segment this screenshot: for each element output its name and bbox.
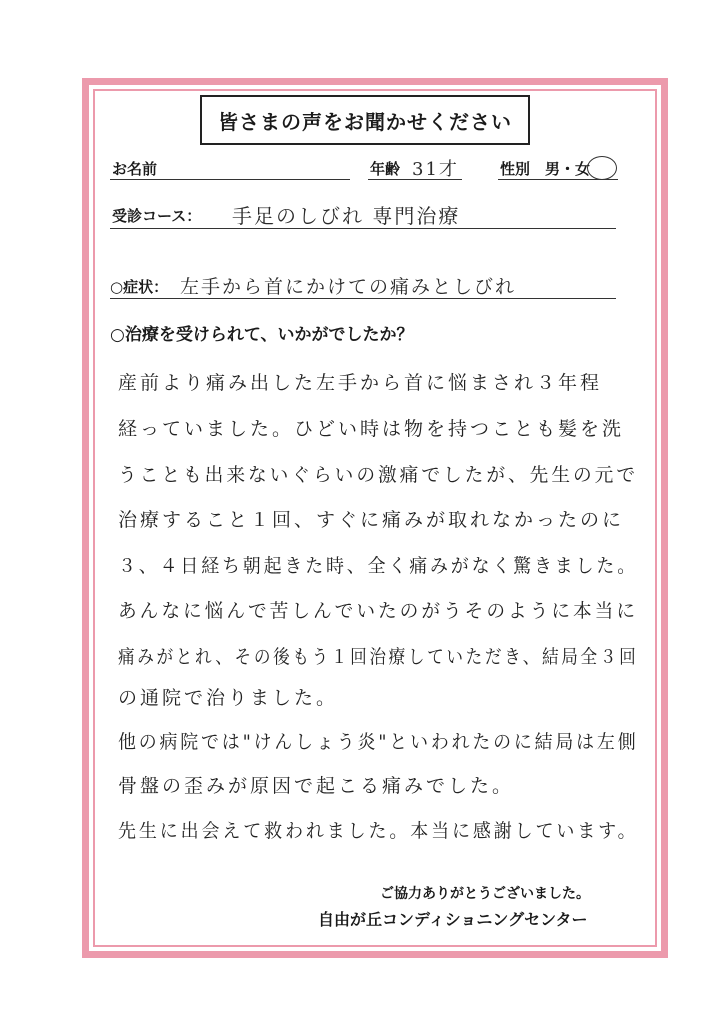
sex-options: 男・女: [545, 160, 591, 178]
answer-line: の通院で治りました。: [118, 687, 339, 709]
name-label: お名前: [112, 160, 158, 178]
symptom-value: 左手から首にかけての痛みとしびれ: [180, 276, 517, 298]
answer-line: 骨盤の歪みが原因で起こる痛みでした。: [118, 775, 515, 797]
answer-line: うことも出来ないぐらいの激痛でしたが、先生の元で: [118, 464, 639, 486]
sex-selected-circle: [587, 156, 617, 180]
name-underline: [110, 179, 350, 180]
sex-underline: [498, 179, 618, 180]
answer-line: 他の病院では"けんしょう炎"といわれたのに結局は左側: [118, 731, 639, 753]
age-value: 31才: [412, 159, 459, 180]
answer-line: 産前より痛み出した左手から首に悩まされ３年程: [118, 372, 603, 394]
symptom-underline: [110, 298, 616, 299]
age-underline: [368, 179, 462, 180]
footer-thanks: ご協力ありがとうございました。: [380, 886, 590, 902]
form-title: 皆さまの声をお聞かせください: [200, 95, 530, 145]
age-label: 年齢: [370, 160, 401, 178]
sex-label: 性別: [500, 160, 531, 178]
question-label: ○治療を受けられて、いかがでしたか？: [110, 325, 414, 345]
course-label: 受診コース：: [112, 207, 202, 225]
footer-center-name: 自由が丘コンディショニングセンター: [318, 910, 588, 929]
course-value: 手足のしびれ 専門治療: [232, 204, 461, 228]
answer-line: 先生に出会えて救われました。本当に感謝しています。: [118, 820, 639, 842]
answer-line: 経っていました。ひどい時は物を持つことも髪を洗: [118, 418, 625, 440]
answer-line: 治療すること１回、すぐに痛みが取れなかったのに: [118, 509, 625, 531]
answer-line: ３、４日経ち朝起きた時、全く痛みがなく驚きました。: [118, 555, 639, 577]
answer-line: あんなに悩んで苦しんでいたのがうそのように本当に: [118, 600, 639, 622]
course-underline: [110, 228, 616, 229]
answer-line: 痛みがとれ、その後もう１回治療していただき、結局全３回: [118, 646, 639, 668]
symptom-label: ○症状：: [110, 278, 169, 296]
